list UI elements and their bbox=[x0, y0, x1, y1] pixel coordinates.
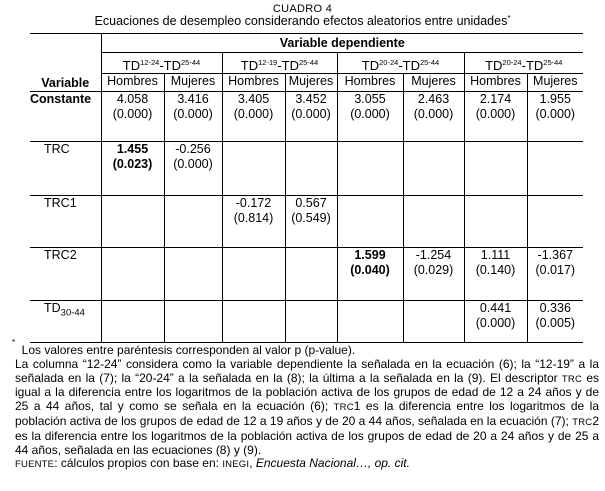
table-cell bbox=[101, 92, 164, 142]
p-value: (0.000) bbox=[475, 107, 516, 121]
coefficient: 3.452 bbox=[295, 92, 327, 106]
group-mid: -TD bbox=[159, 58, 181, 73]
source-institution: INEGI bbox=[222, 459, 250, 471]
row-label bbox=[30, 301, 101, 343]
table-cell bbox=[285, 248, 337, 301]
table-cell bbox=[403, 248, 464, 301]
table-cell bbox=[285, 92, 337, 142]
group-sup1: 12-24 bbox=[140, 58, 160, 67]
sex-column-header: Hombres bbox=[222, 74, 285, 92]
group-sup1: 12-19 bbox=[258, 58, 278, 67]
coefficient: 4.058 bbox=[116, 92, 149, 106]
pvalue-note: Los valores entre paréntesis corresponden al valor p (p-value). bbox=[21, 343, 356, 357]
p-value: (0.140) bbox=[475, 263, 516, 277]
coefficient: 0.567 bbox=[295, 196, 327, 210]
coefficient: 1.955 bbox=[539, 92, 571, 106]
column-group-header bbox=[222, 53, 337, 74]
group-base: TD bbox=[361, 58, 380, 73]
p-value: (0.005) bbox=[535, 316, 576, 330]
table-cell bbox=[527, 92, 583, 142]
coefficient: 3.405 bbox=[237, 92, 270, 106]
source-pre: : cálculos propios con base en: bbox=[54, 456, 223, 471]
coefficient: 3.416 bbox=[177, 92, 209, 106]
table-cell bbox=[222, 92, 285, 142]
table-title-text: Ecuaciones de desempleo considerando efectos aleatorios entre unidades bbox=[94, 14, 508, 28]
group-sup2: 25-44 bbox=[181, 58, 201, 67]
sex-column-header: Mujeres bbox=[285, 74, 337, 92]
table-cell bbox=[101, 196, 164, 248]
coefficient: -1.254 bbox=[415, 248, 452, 262]
source-title: Encuesta Nacional…, op. cit. bbox=[255, 456, 410, 471]
p-value: (0.000) bbox=[350, 107, 390, 121]
source-label: FUENTE bbox=[15, 459, 55, 471]
group-sup2: 25-44 bbox=[543, 58, 563, 67]
table-cell bbox=[464, 196, 527, 248]
sex-column-header: Hombres bbox=[101, 74, 164, 92]
notes-text: 1 es la diferencia entre los logaritmos de la población activa de los grupos de edad de 12 a 19 años y de 20 a 44 años, señalada en la ecuación (7); bbox=[15, 399, 600, 428]
coefficient: 3.055 bbox=[354, 92, 386, 106]
table-caption-label: CUADRO 4 bbox=[272, 3, 333, 15]
table-cell bbox=[527, 248, 583, 301]
table-cell bbox=[222, 142, 285, 196]
notes-text: 2 es la diferencia entre los logaritmos de la población activa de los grupos de edad de 20 a 24 años y de 25 a 44 años, señalada en las ecuaciones (8) y (9). bbox=[15, 413, 599, 457]
p-value: (0.000) bbox=[112, 107, 153, 121]
table-row bbox=[30, 301, 583, 343]
sex-column-header: Hombres bbox=[464, 74, 527, 92]
p-value: (0.000) bbox=[233, 107, 274, 121]
variable-header: Variable bbox=[30, 34, 101, 92]
source-sep: , bbox=[249, 456, 256, 471]
descriptor-abbrev: TRC bbox=[333, 402, 354, 414]
table-cell bbox=[337, 196, 403, 248]
p-value: (0.000) bbox=[173, 107, 213, 121]
table-cell bbox=[222, 301, 285, 343]
descriptor-abbrev: TRC bbox=[572, 416, 593, 428]
coefficient: -0.256 bbox=[175, 142, 211, 156]
sex-column-header: Mujeres bbox=[164, 74, 222, 92]
table-cell bbox=[285, 196, 337, 248]
table-cell bbox=[464, 142, 527, 196]
group-base: TD bbox=[485, 58, 503, 73]
table-cell bbox=[527, 142, 583, 196]
notes-text: es igual a la diferencia entre los logaritmos de la población activa de los grupos de edad de 12 a 24 años y de 25 a 44 años, tal y como se señala en la ecuación (6); bbox=[15, 370, 599, 414]
row-label bbox=[30, 142, 101, 196]
group-sup1: 20-24 bbox=[379, 58, 399, 67]
coefficient: 2.174 bbox=[479, 92, 512, 106]
p-value: (0.017) bbox=[535, 263, 576, 277]
p-value: (0.814) bbox=[233, 211, 274, 225]
coefficient: 0.336 bbox=[539, 301, 571, 315]
p-value: (0.000) bbox=[173, 157, 213, 171]
table-cell bbox=[527, 196, 583, 248]
notes-footnote-mark: * bbox=[12, 338, 16, 347]
table-cell bbox=[337, 301, 403, 343]
group-base: TD bbox=[240, 58, 259, 73]
dependent-variable-header: Variable dependiente bbox=[101, 34, 583, 53]
column-group-header bbox=[337, 53, 464, 74]
sex-column-header: Mujeres bbox=[403, 74, 464, 92]
coefficient: -1.367 bbox=[537, 248, 573, 262]
row-label bbox=[30, 248, 101, 301]
table-cell bbox=[337, 248, 403, 301]
coefficient: -0.172 bbox=[235, 196, 272, 210]
table-cell bbox=[164, 301, 222, 343]
row-label bbox=[30, 92, 101, 142]
table-cell bbox=[464, 248, 527, 301]
table-row bbox=[30, 248, 583, 301]
table-cell bbox=[101, 301, 164, 343]
sex-column-header: Hombres bbox=[337, 74, 403, 92]
table-row bbox=[30, 142, 583, 196]
row-label bbox=[30, 196, 101, 248]
sex-column-header: Mujeres bbox=[527, 74, 583, 92]
coefficient: 1.455 bbox=[116, 142, 149, 156]
table-cell bbox=[222, 196, 285, 248]
group-sup2: 25-44 bbox=[299, 58, 319, 67]
table-row bbox=[30, 196, 583, 248]
column-group-header bbox=[101, 53, 222, 74]
table-cell bbox=[222, 248, 285, 301]
p-value: (0.040) bbox=[350, 263, 390, 277]
table-cell bbox=[164, 196, 222, 248]
row-label-text: Constante bbox=[30, 92, 92, 106]
table-cell bbox=[285, 142, 337, 196]
table-cell bbox=[164, 248, 222, 301]
group-sup2: 25-44 bbox=[420, 58, 440, 67]
coefficient: 0.441 bbox=[479, 301, 512, 315]
row-label-text: TRC bbox=[44, 142, 70, 156]
coefficient: 1.111 bbox=[480, 248, 511, 262]
table-cell bbox=[464, 301, 527, 343]
coefficient: 1.599 bbox=[354, 248, 386, 262]
group-mid: -TD bbox=[277, 58, 299, 73]
table-cell bbox=[403, 92, 464, 142]
row-label-text: TRC1 bbox=[44, 196, 77, 210]
table-title bbox=[0, 14, 605, 28]
coefficient: 2.463 bbox=[417, 92, 450, 106]
group-mid: -TD bbox=[521, 58, 544, 73]
group-sup1: 20-24 bbox=[502, 58, 522, 67]
table-cell bbox=[527, 301, 583, 343]
table-cell bbox=[403, 196, 464, 248]
table-notes bbox=[12, 338, 600, 472]
row-label-text: TD bbox=[44, 301, 61, 315]
p-value: (0.029) bbox=[413, 263, 454, 277]
notes-body bbox=[15, 358, 599, 458]
table-cell bbox=[464, 92, 527, 142]
table-cell bbox=[403, 142, 464, 196]
group-mid: -TD bbox=[398, 58, 420, 73]
table-cell bbox=[101, 142, 164, 196]
row-label-text: TRC2 bbox=[44, 248, 77, 262]
table-cell bbox=[101, 248, 164, 301]
regression-table bbox=[30, 33, 583, 343]
table-cell bbox=[337, 142, 403, 196]
p-value: (0.000) bbox=[291, 107, 331, 121]
p-value: (0.023) bbox=[112, 157, 153, 171]
p-value: (0.000) bbox=[413, 107, 454, 121]
title-footnote-mark: * bbox=[507, 14, 511, 23]
table-cell bbox=[164, 142, 222, 196]
p-value: (0.549) bbox=[291, 211, 331, 225]
p-value: (0.000) bbox=[475, 316, 516, 330]
table-row bbox=[30, 92, 583, 142]
notes-text: La columna “12-24” considera como la variable dependiente la señalada en la ecuación (6); la “12-19” a la señalada en la (7); la “20-24” a la señalada en la (8); la última a la señalada en la (9). El descriptor bbox=[15, 356, 599, 385]
row-label-subscript: 30-44 bbox=[60, 307, 85, 319]
table-cell bbox=[403, 301, 464, 343]
table-cell bbox=[337, 92, 403, 142]
column-group-header bbox=[464, 53, 583, 74]
table-cell bbox=[285, 301, 337, 343]
source-line bbox=[15, 457, 599, 472]
p-value: (0.000) bbox=[535, 107, 576, 121]
table-cell bbox=[164, 92, 222, 142]
group-base: TD bbox=[122, 58, 141, 73]
descriptor-abbrev: TRC bbox=[561, 373, 583, 385]
